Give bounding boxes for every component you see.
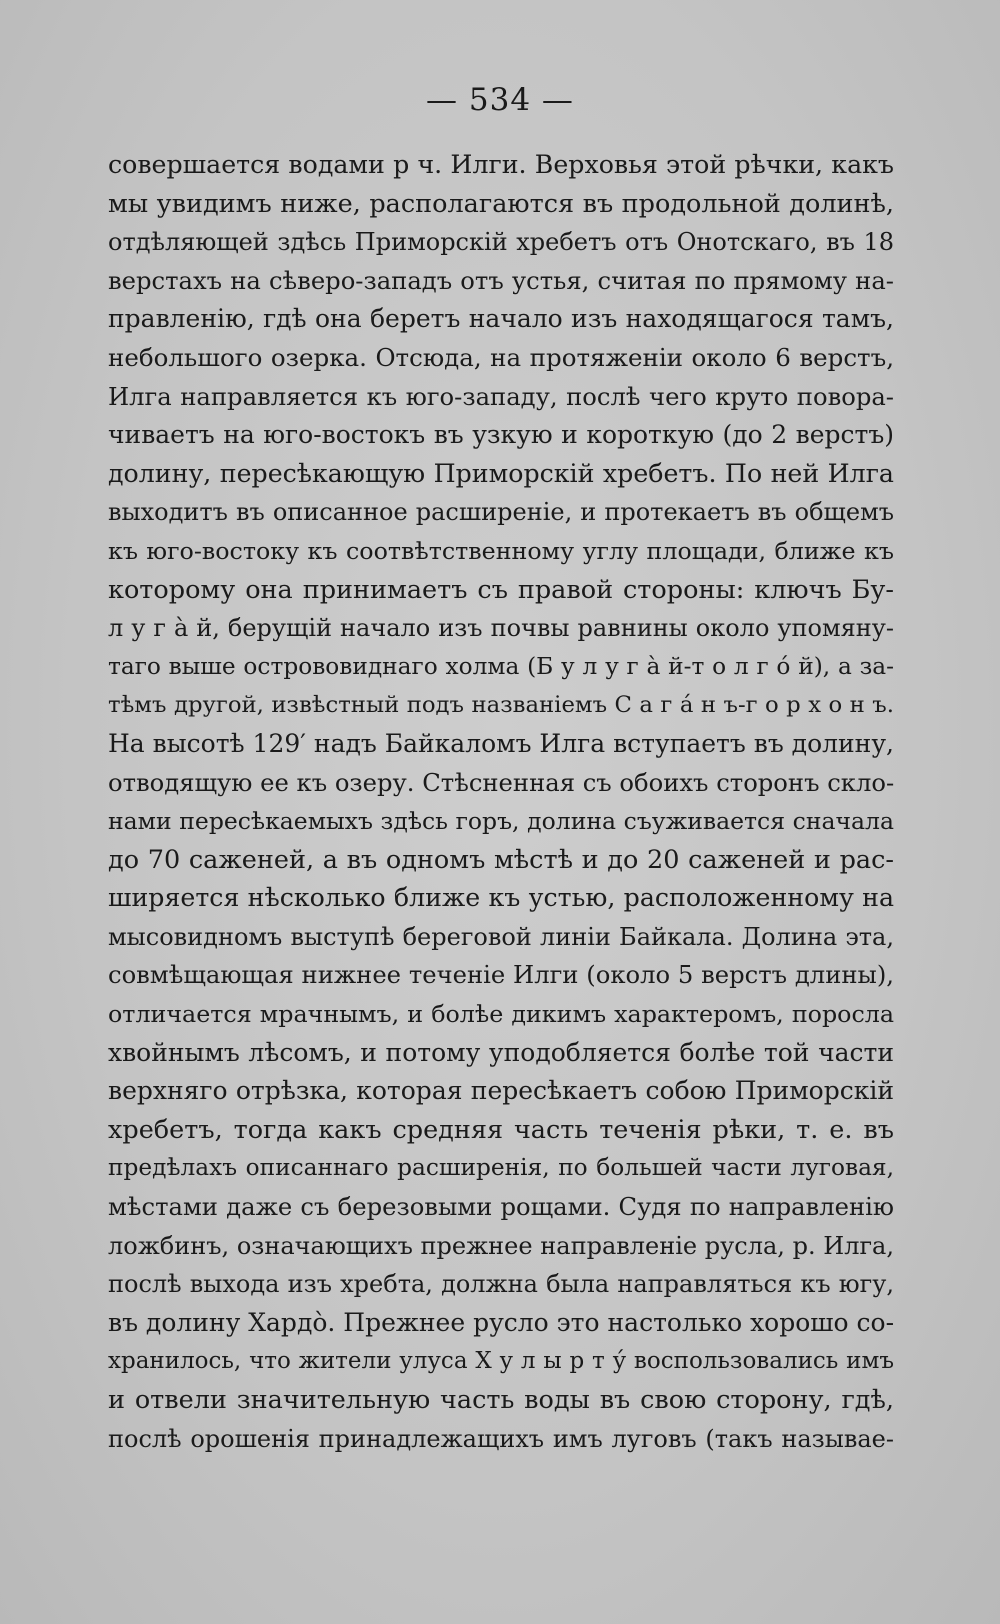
text-line: хвойнымъ лѣсомъ, и потому уподобляется болѣе той части — [108, 1037, 894, 1067]
text-line: которому она принимаетъ съ правой стороны: ключъ Бу- — [108, 574, 894, 605]
text-line: таго выше острововиднаго холма (Б у л у г а̀ й-т о л г о́ й), а за- — [108, 652, 894, 680]
text-line: совершается водами р ч. Илги. Верховья этой рѣчки, какъ — [108, 150, 894, 179]
text-line: На высотѣ 129′ надъ Байкаломъ Илга вступаетъ въ долину, — [108, 728, 894, 758]
text-line: мы увидимъ ниже, располагаются въ продольной долинѣ, — [108, 188, 894, 219]
text-line: верстахъ на сѣверо-западъ отъ устья, считая по прямому на- — [108, 265, 894, 295]
text-line: ширяется нѣсколько ближе къ устью, расположенному на — [108, 883, 894, 913]
text-line: до 70 саженей, а въ одномъ мѣстѣ и до 20 саженей и рас- — [108, 844, 894, 875]
text-line: верхняго отрѣзка, которая пересѣкаетъ собою Приморскій — [108, 1076, 894, 1106]
text-line: въ долину Хардо̀. Прежнее русло это настолько хорошо со- — [108, 1307, 895, 1337]
body-text — [108, 146, 894, 1458]
text-line: выходитъ въ описанное расширеніе, и протекаетъ въ общемъ — [108, 498, 894, 527]
text-line: хребетъ, тогда какъ средняя часть теченія рѣки, т. е. въ — [108, 1114, 894, 1145]
text-line: правленію, гдѣ она беретъ начало изъ находящагося тамъ, — [108, 304, 894, 334]
text-line: предѣлахъ описаннаго расширенія, по большей части луговая, — [108, 1154, 894, 1182]
text-line: мѣстами даже съ березовыми рощами. Судя по направленію — [108, 1192, 894, 1222]
text-line: долину, пересѣкающую Приморскій хребетъ. По ней Илга — [108, 458, 894, 488]
page-number: — 534 — — [426, 82, 574, 118]
text-line: ложбинъ, означающихъ прежнее направленіе русла, р. Илга, — [108, 1231, 894, 1260]
text-line: небольшого озерка. Отсюда, на протяженіи около 6 верстъ, — [108, 342, 894, 372]
text-line: хранилось, что жители улуса Х у л ы р т у́ воспользовались имъ — [108, 1348, 894, 1375]
text-line: къ юго-востоку къ соотвѣтственному углу площади, ближе къ — [108, 536, 894, 565]
text-line: отдѣляющей здѣсь Приморскій хребетъ отъ Онотскаго, въ 18 — [108, 228, 894, 257]
text-line: л у г а̀ й, берущій начало изъ почвы равнины около упомяну- — [108, 614, 894, 643]
text-line: и отвели значительную часть воды въ свою сторону, гдѣ, — [108, 1385, 894, 1415]
text-line: нами пересѣкаемыхъ здѣсь горъ, долина съуживается сначала — [108, 807, 894, 836]
text-line: Илга направляется къ юго-западу, послѣ чего круто повора- — [108, 381, 894, 411]
text-line: тѣмъ другой, извѣстный подъ названіемъ С а г а́ н ъ-г о р х о н ъ. — [108, 692, 894, 719]
text-line: послѣ орошенія принадлежащихъ имъ луговъ (такъ называе- — [108, 1424, 894, 1453]
text-line: чиваетъ на юго-востокъ въ узкую и короткую (до 2 верстъ) — [108, 420, 894, 450]
text-line: мысовидномъ выступѣ береговой линіи Байкала. Долина эта, — [108, 922, 894, 951]
text-line: отводящую ее къ озеру. Стѣсненная съ обоихъ сторонъ скло- — [108, 767, 895, 797]
text-line: совмѣщающая нижнее теченіе Илги (около 5 верстъ длины), — [108, 960, 894, 990]
text-line: послѣ выхода изъ хребта, должна была направляться къ югу, — [108, 1270, 894, 1299]
text-line: отличается мрачнымъ, и болѣе дикимъ характеромъ, поросла — [108, 1000, 894, 1029]
